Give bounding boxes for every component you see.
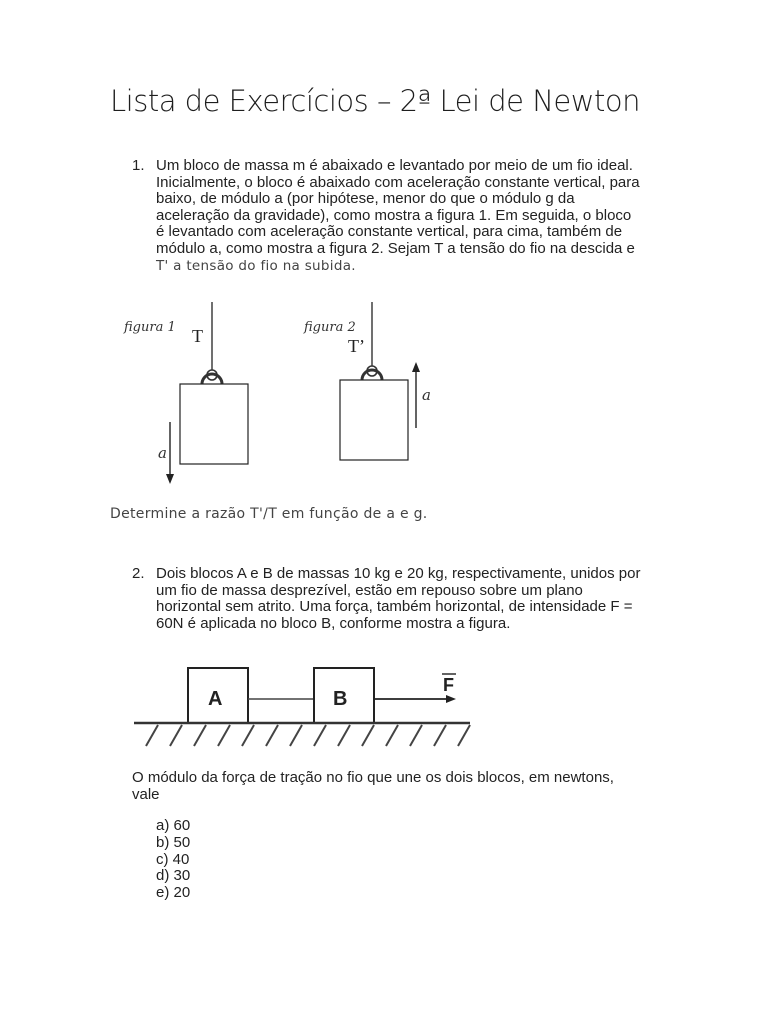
answer-option[interactable]: d) 30	[156, 867, 191, 885]
answer-option[interactable]: c) 40	[156, 850, 190, 868]
figure-2	[298, 296, 458, 496]
force-arrowhead-icon	[446, 695, 456, 703]
answer-option[interactable]: a) 60	[156, 817, 191, 834]
figure-1-hook-icon	[202, 370, 222, 384]
figure-2-hook-icon	[362, 366, 382, 380]
figure-1-block	[180, 384, 248, 464]
page-title: Lista de Exercícios – 2ª Lei de Newton	[110, 84, 640, 118]
figure-1-arrowhead-icon	[166, 474, 174, 484]
figure-1	[118, 296, 278, 496]
figure-2-arrowhead-icon	[412, 362, 420, 372]
figure-2-caption: figura 2	[304, 320, 356, 335]
answer-option[interactable]: e) 20	[156, 884, 191, 902]
question-2-prompt-line: vale	[132, 785, 160, 803]
answer-option[interactable]: b) 50	[156, 833, 191, 851]
ground-hatching	[146, 725, 470, 746]
answer-options	[156, 818, 190, 902]
question-1-line: aceleração da gravidade), como mostra a figura 1. Em seguida, o bloco	[156, 206, 632, 224]
figure-2-block	[340, 380, 408, 460]
figure-1-caption: figura 1	[124, 320, 176, 335]
force-label: F	[443, 675, 454, 695]
question-1-text	[156, 158, 640, 274]
question-2-prompt-line: O módulo da força de tração no fio que une os dois blocos, em newtons,	[132, 769, 614, 786]
question-1-line: módulo a, como mostra a figura 2. Sejam T a tensão do fio na descida e	[156, 239, 635, 257]
figure-1-tension-label: T	[192, 326, 203, 346]
block-b-label: B	[333, 688, 348, 710]
block-a-label: A	[208, 688, 223, 710]
question-2-line: Dois blocos A e B de massas 10 kg e 20 kg, respectivamente, unidos por	[156, 565, 641, 582]
question-1-number: 1.	[132, 157, 145, 174]
question-2-text	[156, 566, 640, 632]
question-1-prompt: Determine a razão T'/T em função de a e g.	[110, 506, 428, 522]
question-2-line: 60N é aplicada no bloco B, conforme mostra a figura.	[156, 614, 511, 632]
question-1-line: baixo, de módulo a (por hipótese, menor do que o módulo g da	[156, 190, 575, 208]
figure-2-accel-label: a	[422, 386, 431, 404]
question-2-prompt	[132, 770, 614, 803]
question-2-line: um fio de massa desprezível, estão em repouso sobre um plano	[156, 581, 583, 599]
question-1-line: Inicialmente, o bloco é abaixado com aceleração constante vertical, para	[156, 173, 640, 191]
question-1-line: é levantado com aceleração constante vertical, para cima, também de	[156, 223, 623, 241]
figure-2-tension-label: T’	[348, 336, 365, 356]
question-2-number: 2.	[132, 565, 145, 582]
figure-1-accel-label: a	[158, 444, 167, 462]
question-1-line: T' a tensão do fio na subida.	[156, 257, 356, 274]
question-1-line: Um bloco de massa m é abaixado e levantado por meio de um fio ideal.	[156, 157, 633, 174]
question-2-line: horizontal sem atrito. Uma força, também horizontal, de intensidade F =	[156, 598, 633, 616]
figure-blocks	[130, 660, 490, 760]
